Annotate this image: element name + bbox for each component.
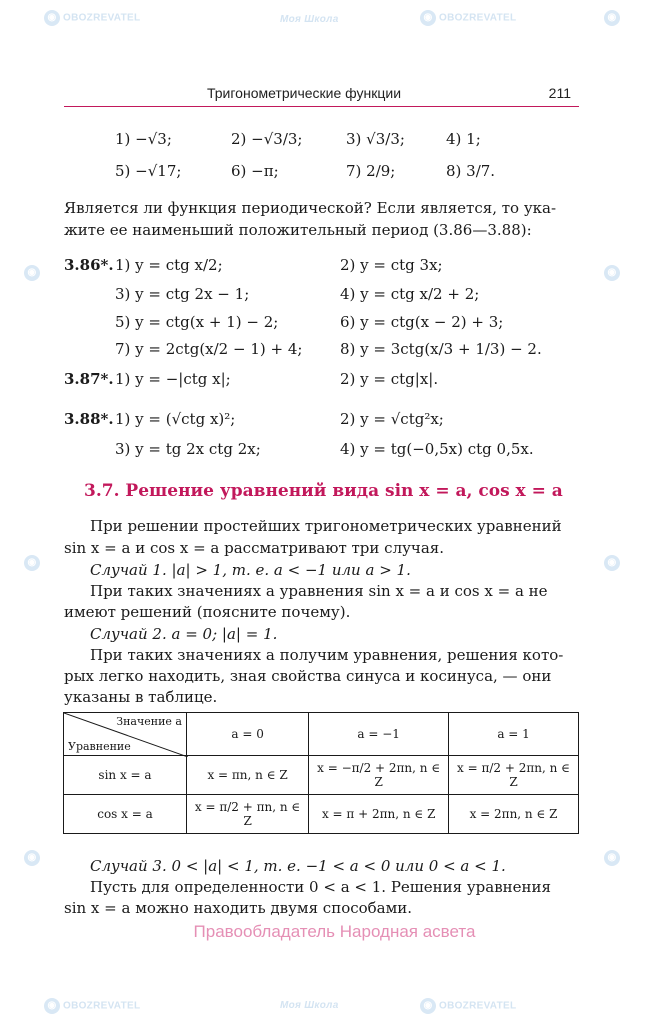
body-text: sin x = a можно находить двумя способами. <box>64 899 413 917</box>
exercise-item: 3) y = tg 2x ctg 2x; <box>115 440 261 458</box>
watermark-logo-icon: ◉ <box>604 10 620 26</box>
watermark-logo-icon: ◉ <box>44 998 60 1014</box>
exercise-item: 4) y = tg(−0,5x) ctg 0,5x. <box>340 440 534 458</box>
case-heading: Случай 2. a = 0; |a| = 1. <box>90 625 278 643</box>
watermark-logo-icon: ◉ <box>604 265 620 281</box>
exercise-item: 2) y = √ctg²x; <box>340 410 444 428</box>
watermark-logo-icon: ◉ <box>604 555 620 571</box>
answer-item: 3) √3/3; <box>346 130 405 148</box>
exercise-number: 3.88*. <box>64 410 114 428</box>
exercise-item: 7) y = 2ctg(x/2 − 1) + 4; <box>115 340 303 358</box>
answer-item: 6) −π; <box>231 162 279 180</box>
body-text: рых легко находить, зная свойства синуса и косинуса, — они <box>64 667 552 685</box>
corner-label-bottom: Уравнение <box>68 740 131 753</box>
answer-item: 7) 2/9; <box>346 162 396 180</box>
exercise-item: 2) y = ctg 3x; <box>340 256 443 274</box>
table-cell: x = πn, n ∈ Z <box>187 756 309 795</box>
exercise-item: 4) y = ctg x/2 + 2; <box>340 285 480 303</box>
table-cell: x = 2πn, n ∈ Z <box>449 795 579 834</box>
table-header-cell: a = −1 <box>309 713 449 756</box>
exercise-number: 3.87*. <box>64 370 114 388</box>
table-row <box>64 756 579 795</box>
body-text: При таких значениях a уравнения sin x = a и cos x = a не <box>90 582 548 600</box>
watermark: ◉ OBOZREVATEL <box>44 10 140 26</box>
table-cell: x = π/2 + πn, n ∈ Z <box>187 795 309 834</box>
body-text: Пусть для определенности 0 < a < 1. Решения уравнения <box>90 878 551 896</box>
solutions-table <box>63 712 579 834</box>
table-cell: x = π/2 + 2πn, n ∈ Z <box>449 756 579 795</box>
watermark: ◉ OBOZREVATEL <box>44 998 140 1014</box>
watermark-logo-icon: ◉ <box>420 10 436 26</box>
watermark-school: Моя Школа <box>280 1000 339 1011</box>
exercise-item: 1) y = (√ctg x)²; <box>115 410 236 428</box>
table-header-cell: a = 0 <box>187 713 309 756</box>
exercise-item: 2) y = ctg|x|. <box>340 370 439 388</box>
watermark-logo-icon: ◉ <box>24 555 40 571</box>
table-cell: x = π + 2πn, n ∈ Z <box>309 795 449 834</box>
answer-item: 2) −√3/3; <box>231 130 303 148</box>
watermark: ◉ OBOZREVATEL <box>420 998 516 1014</box>
watermark <box>24 265 43 281</box>
watermark-logo-icon: ◉ <box>24 265 40 281</box>
watermark-logo-icon: ◉ <box>44 10 60 26</box>
body-text: указаны в таблице. <box>64 688 218 706</box>
answer-item: 5) −√17; <box>115 162 182 180</box>
question-text: Является ли функция периодической? Если является, то ука- <box>64 199 557 217</box>
watermark: ◉ OBOZREVATEL <box>420 10 516 26</box>
case-heading: Случай 1. |a| > 1, т. е. a < −1 или a > 1. <box>90 561 411 579</box>
exercise-number: 3.86*. <box>64 256 114 274</box>
watermark <box>24 850 43 866</box>
watermark <box>604 265 623 281</box>
watermark-logo-icon: ◉ <box>604 850 620 866</box>
watermark-logo-icon: ◉ <box>24 850 40 866</box>
watermark <box>24 555 43 571</box>
exercise-item: 6) y = ctg(x − 2) + 3; <box>340 313 504 331</box>
table-row-label: sin x = a <box>64 756 187 795</box>
section-title: 3.7. Решение уравнений вида sin x = a, cos x = a <box>84 481 563 501</box>
answer-item: 8) 3/7. <box>446 162 496 180</box>
body-text: При таких значениях a получим уравнения, решения кото- <box>90 646 564 664</box>
table-row <box>64 795 579 834</box>
corner-label-top: Значение a <box>116 715 182 728</box>
watermark <box>604 10 623 26</box>
answer-item: 1) −√3; <box>115 130 172 148</box>
exercise-item: 8) y = 3ctg(x/3 + 1/3) − 2. <box>340 340 542 358</box>
copyright-footer: Правообладатель Народная асвета <box>193 922 476 941</box>
answer-item: 4) 1; <box>446 130 481 148</box>
running-header <box>64 84 579 107</box>
body-text: sin x = a и cos x = a рассматривают три случая. <box>64 539 445 557</box>
body-text: При решении простейших тригонометрических уравнений <box>90 517 562 535</box>
page-number: 211 <box>548 85 571 101</box>
case-heading: Случай 3. 0 < |a| < 1, т. е. −1 < a < 0 или 0 < a < 1. <box>90 857 506 875</box>
table-header-row <box>64 713 579 756</box>
body-text: имеют решений (поясните почему). <box>64 603 351 621</box>
exercise-item: 3) y = ctg 2x − 1; <box>115 285 250 303</box>
exercise-item: 5) y = ctg(x + 1) − 2; <box>115 313 279 331</box>
header-title: Тригонометрические функции <box>207 85 402 101</box>
question-text: жите ее наименьший положительный период (3.86—3.88): <box>64 221 532 239</box>
table-header-cell: a = 1 <box>449 713 579 756</box>
table-corner-cell <box>64 713 187 756</box>
exercise-item: 1) y = ctg x/2; <box>115 256 223 274</box>
table-cell: x = −π/2 + 2πn, n ∈ Z <box>309 756 449 795</box>
table-row-label: cos x = a <box>64 795 187 834</box>
watermark-logo-icon: ◉ <box>420 998 436 1014</box>
watermark-school: Моя Школа <box>280 14 339 25</box>
watermark <box>604 555 623 571</box>
watermark <box>604 850 623 866</box>
exercise-item: 1) y = −|ctg x|; <box>115 370 231 388</box>
